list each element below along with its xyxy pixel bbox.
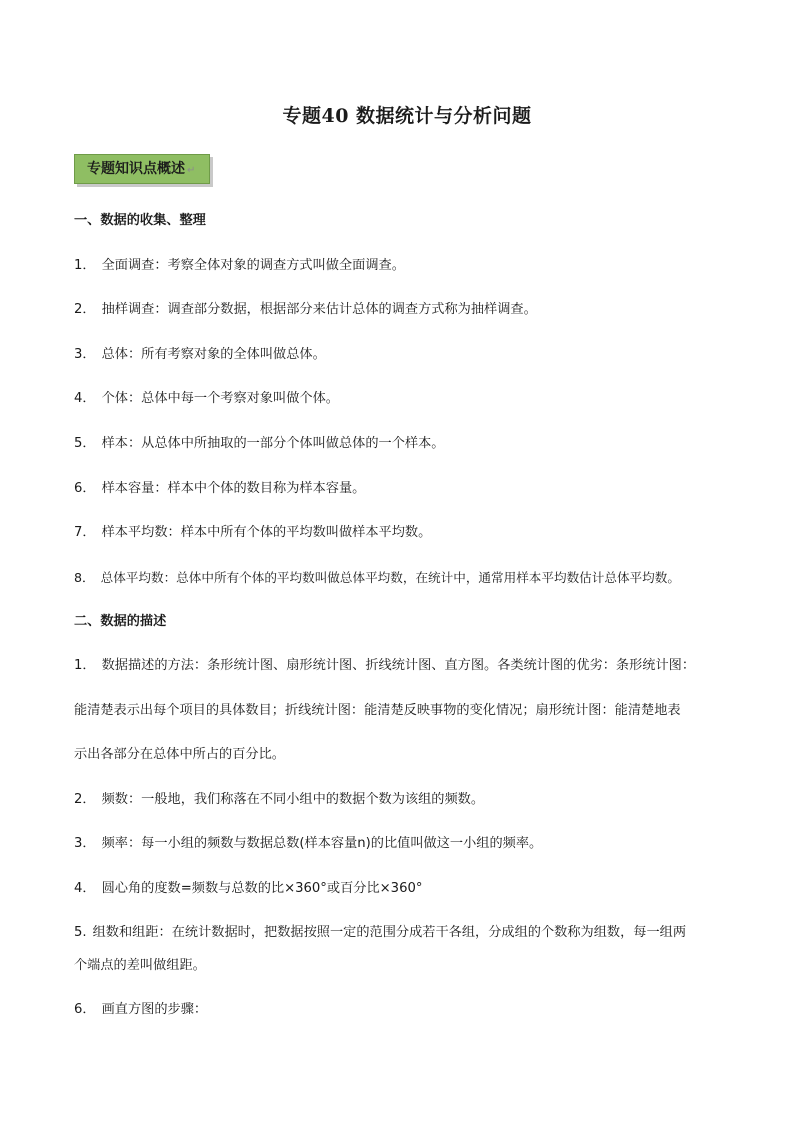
list-item-number: 4． xyxy=(74,391,96,406)
list-item-number: 4． xyxy=(74,881,96,896)
list-item xyxy=(74,657,732,675)
list-item-continuation: 个端点的差叫做组距。 xyxy=(74,958,206,973)
list-item xyxy=(74,390,732,408)
list-item-number: 1． xyxy=(74,658,96,673)
section1-heading: 一、数据的收集、整理 xyxy=(74,213,206,228)
topic-banner-box xyxy=(74,154,210,184)
list-item-text: 个体：总体中每一个考察对象叫做个体。 xyxy=(101,391,339,406)
list-item-number: 7． xyxy=(74,525,96,540)
list-item-text: 总体：所有考察对象的全体叫做总体。 xyxy=(101,347,326,362)
list-item xyxy=(74,435,732,453)
list-item-text: 样本：从总体中所抽取的一部分个体叫做总体的一个样本。 xyxy=(101,436,445,451)
list-item xyxy=(74,346,732,364)
list-item xyxy=(74,480,732,498)
list-item xyxy=(74,524,732,542)
list-item-number: 6． xyxy=(74,481,96,496)
list-item-continuation: 能清楚表示出每个项目的具体数目；折线统计图：能清楚反映事物的变化情况；扇形统计图：能清楚地表 xyxy=(74,703,681,718)
list-item-text: 圆心角的度数=频数与总数的比×360°或百分比×360° xyxy=(101,881,423,896)
list-item-number: 2． xyxy=(74,792,96,807)
list-item xyxy=(74,1001,732,1019)
document-title: 专题40 数据统计与分析问题 xyxy=(282,105,532,127)
list-item-text: 样本平均数：样本中所有个体的平均数叫做样本平均数。 xyxy=(101,525,432,540)
return-mark-icon: ↵ xyxy=(187,165,196,176)
list-item xyxy=(74,301,732,319)
list-item-number: 3． xyxy=(74,836,96,851)
list-item-number: 3． xyxy=(74,347,96,362)
list-item xyxy=(74,924,732,942)
list-item-text: 频率：每一小组的频数与数据总数(样本容量n)的比值叫做这一小组的频率。 xyxy=(101,836,543,851)
list-item-number: 5． xyxy=(74,436,96,451)
list-item-text: 组数和组距：在统计数据时，把数据按照一定的范围分成若干各组，分成组的个数称为组数，每一组两 xyxy=(92,925,687,940)
list-item xyxy=(74,791,732,809)
list-item xyxy=(74,880,732,898)
topic-banner-label: 专题知识点概述 xyxy=(87,161,185,177)
list-item xyxy=(74,835,732,853)
list-item-number: 2． xyxy=(74,302,96,317)
list-item-text: 全面调查：考察全体对象的调查方式叫做全面调查。 xyxy=(101,258,405,273)
list-item-number: 8． xyxy=(74,570,95,585)
section2-heading: 二、数据的描述 xyxy=(74,614,167,629)
list-item xyxy=(74,569,732,587)
list-item-continuation: 示出各部分在总体中所占的百分比。 xyxy=(74,747,285,762)
list-item-number: 6． xyxy=(74,1002,96,1017)
list-item-text: 抽样调查：调查部分数据，根据部分来估计总体的调查方式称为抽样调查。 xyxy=(101,302,537,317)
list-item-text: 数据描述的方法：条形统计图、扇形统计图、折线统计图、直方图。各类统计图的优劣：条形统计图： xyxy=(101,658,696,673)
list-item-text: 频数：一般地，我们称落在不同小组中的数据个数为该组的频数。 xyxy=(101,792,485,807)
list-item xyxy=(74,257,732,275)
list-item-number: 5. xyxy=(74,925,87,940)
list-item-text: 样本容量：样本中个体的数目称为样本容量。 xyxy=(101,481,366,496)
list-item-text: 总体平均数：总体中所有个体的平均数叫做总体平均数，在统计中，通常用样本平均数估计总体平均数。 xyxy=(100,570,680,585)
list-item-text: 画直方图的步骤： xyxy=(101,1002,208,1017)
topic-banner xyxy=(74,154,210,184)
list-item-number: 1． xyxy=(74,258,96,273)
